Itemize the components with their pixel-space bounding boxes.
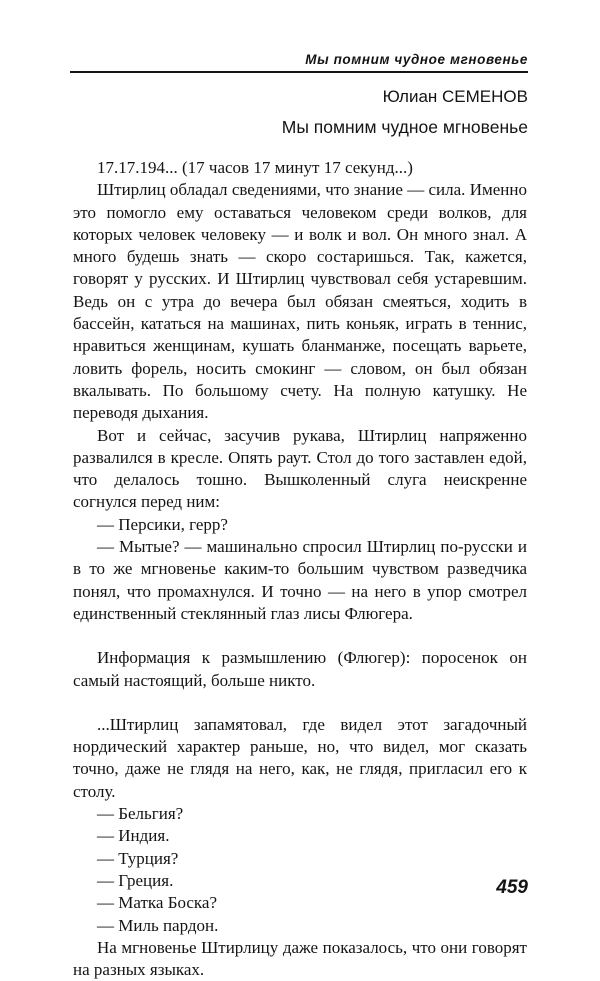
paragraph: На мгновенье Штирлицу даже показалось, что они говорят на разных языках. <box>73 937 527 980</box>
dialogue-line: — Индия. <box>97 826 170 846</box>
paragraph-timestamp: 17.17.194... (17 часов 17 минут 17 секунд...) <box>97 158 413 177</box>
paragraph: ...Штирлиц запамятовал, где видел этот загадочный нордический характер раньше, но, что видел, мог сказать точно, даже не глядя на него, как, не глядя, пригласил его к столу. <box>73 714 527 801</box>
section-gap <box>73 692 527 714</box>
section-gap <box>73 625 527 647</box>
dialogue-line: — Персики, герр? <box>97 514 228 534</box>
running-head: Мы помним чудное мгновенье <box>305 52 528 67</box>
dialogue-line: — Матка Боска? <box>97 893 218 913</box>
body-text <box>73 157 527 981</box>
story-title: Мы помним чудное мгновенье <box>281 117 528 137</box>
author-name: Юлиан СЕМЕНОВ <box>382 87 528 106</box>
paragraph: Штирлиц обладал сведениями, что знание — сила. Именно это помогло ему оставаться человеком среди волков, для которых человек человеку — и волк и вол. Он много знал. А много будешь знать — скоро состаришься. Так, кажется, говорят у русских. И Штирлиц чувствовал себя устаревшим. Ведь он с утра до вечера был обязан смеяться, ходить в бассейн, кататься на машинах, пить коньяк, играть в теннис, нравиться женщинам, кушать бланманже, посещать варьете, ловить форель, носить смокинг — словом, он был обязан вкалывать. По большому счету. На полную катушку. Не переводя дыхания. <box>73 180 527 423</box>
dialogue-line: — Мытые? — машинально спросил Штирлиц по-русски и в то же мгновенье каким-то большим чувством разведчика понял, что промахнулся. И точно — на него в упор смотрел единственный стеклянный глаз лисы Флюгера. <box>73 537 527 623</box>
header-rule <box>70 71 528 73</box>
dialogue-line: — Миль пардон. <box>97 915 219 935</box>
dialogue-line: — Турция? <box>97 848 179 868</box>
paragraph: Вот и сейчас, засучив рукава, Штирлиц напряженно развалился в кресле. Опять раут. Стол до того заставлен едой, что делалось тошно. Вышколенный слуга неискренне согнулся перед ним: <box>73 425 527 512</box>
page-number: 459 <box>496 877 528 898</box>
paragraph-info: Информация к размышлению (Флюгер): поросенок он самый настоящий, больше никто. <box>73 648 527 690</box>
dialogue-line: — Бельгия? <box>97 804 184 824</box>
dialogue-line: — Греция. <box>97 870 174 890</box>
